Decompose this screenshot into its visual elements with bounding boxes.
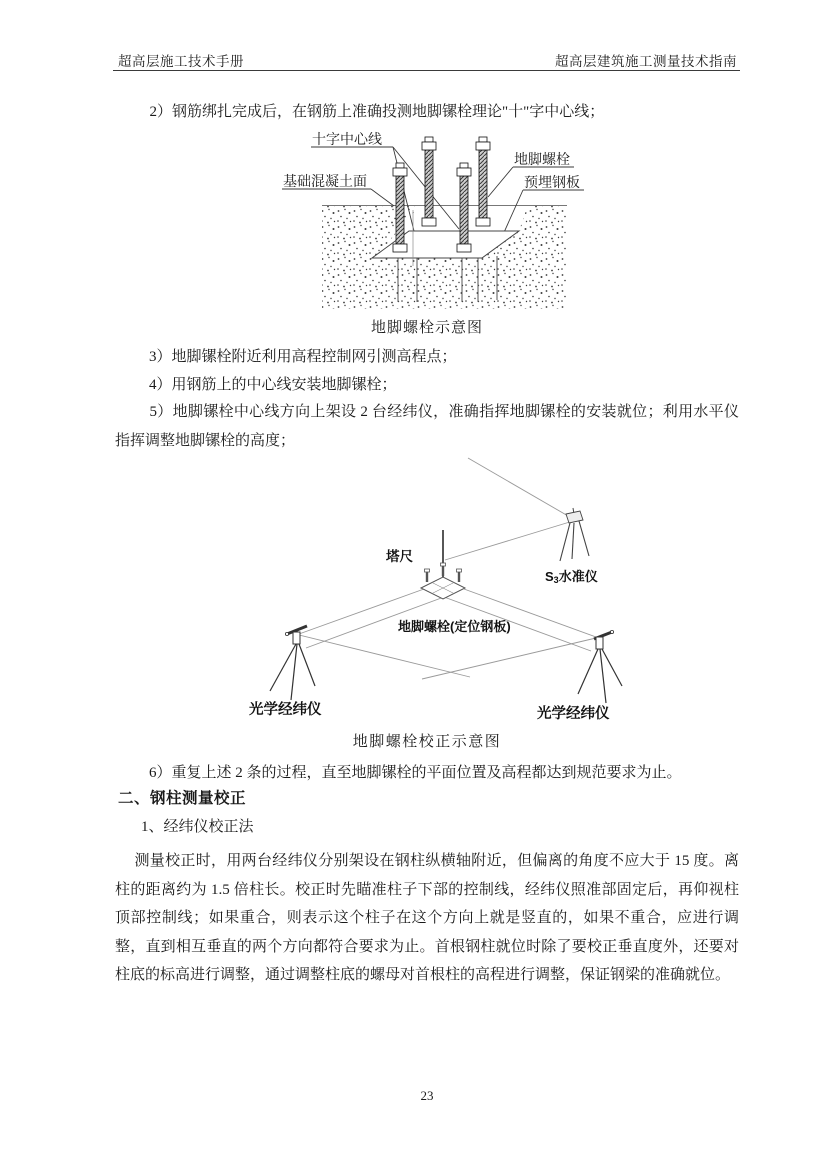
anchor-bolt-diagram (270, 126, 590, 314)
header-right-title: 超高层建筑施工测量技术指南 (555, 54, 737, 69)
body-item-3: 3）地脚镙栓附近利用高程控制网引测高程点； (149, 349, 457, 365)
body-item-4: 4）用钢筋上的中心线安装地脚镙栓； (149, 377, 397, 393)
label-foundation-surface: 基础混凝土面 (283, 175, 367, 190)
body-paragraph-1: 测量校正时，用两台经纬仪分别架设在钢柱纵横轴附近，但偏离的角度不应大于 15 度。离柱的距离约为 1.5 倍柱长。校正时先瞄准柱子下部的控制线，经纬仪照准部固定后，再仰视柱顶部控制线；如果重合，则表示这个柱子在这个方向上就是竖直的，如果不重合，应进行调整，直到相互垂直的两个方向都符合要求为止。首根钢柱就位时除了要校正垂直度外，还要对柱底的标高进行调整，通过调整柱底的螺母对首根柱的高程进行调整，保证钢梁的准确就位。 (115, 853, 739, 983)
label-theodolite-left: 光学经纬仪 (249, 702, 322, 718)
body-item-2: 2）钢筋绑扎完成后，在钢筋上准确投测地脚镙栓理论"十"字中心线； (149, 104, 605, 120)
s3-level-instrument (560, 508, 589, 561)
bolt-correction-diagram-caption: 地脚螺栓校正示意图 (352, 734, 502, 750)
body-item-6: 6）重复上述 2 条的过程，直至地脚镙栓的平面位置及高程都达到规范要求为止。 (149, 765, 682, 781)
section-heading: 二、钢柱测量校正 (118, 790, 247, 807)
s3-name: 水准仪 (558, 569, 598, 584)
page-number: 23 (420, 1088, 434, 1103)
label-staff: 塔尺 (386, 549, 413, 564)
label-theodolite-right: 光学经纬仪 (537, 706, 610, 722)
header-left-title: 超高层施工技术手册 (118, 54, 244, 69)
theodolite-right (578, 630, 622, 703)
bolt-correction-diagram (240, 455, 640, 725)
subsection-1-heading: 1、经纬仪校正法 (141, 819, 254, 835)
label-embedded-plate: 预埋钢板 (524, 176, 580, 191)
s3-prefix: S (545, 569, 554, 584)
label-cross-centerline: 十字中心线 (312, 133, 382, 148)
label-anchor-bolt-plate: 地脚螺栓(定位钢板) (398, 619, 511, 634)
anchor-bolt-diagram-caption: 地脚螺栓示意图 (370, 320, 483, 336)
body-item-5: 5）地脚镙栓中心线方向上架设 2 台经纬仪，准确指挥地脚镙栓的安装就位；利用水平仪指挥调整地脚镙栓的高度； (115, 404, 739, 449)
s3-subscript: 3 (553, 575, 559, 585)
header-rule (113, 70, 740, 71)
label-s3-level (545, 569, 598, 585)
label-anchor-bolt: 地脚螺栓 (514, 153, 570, 168)
